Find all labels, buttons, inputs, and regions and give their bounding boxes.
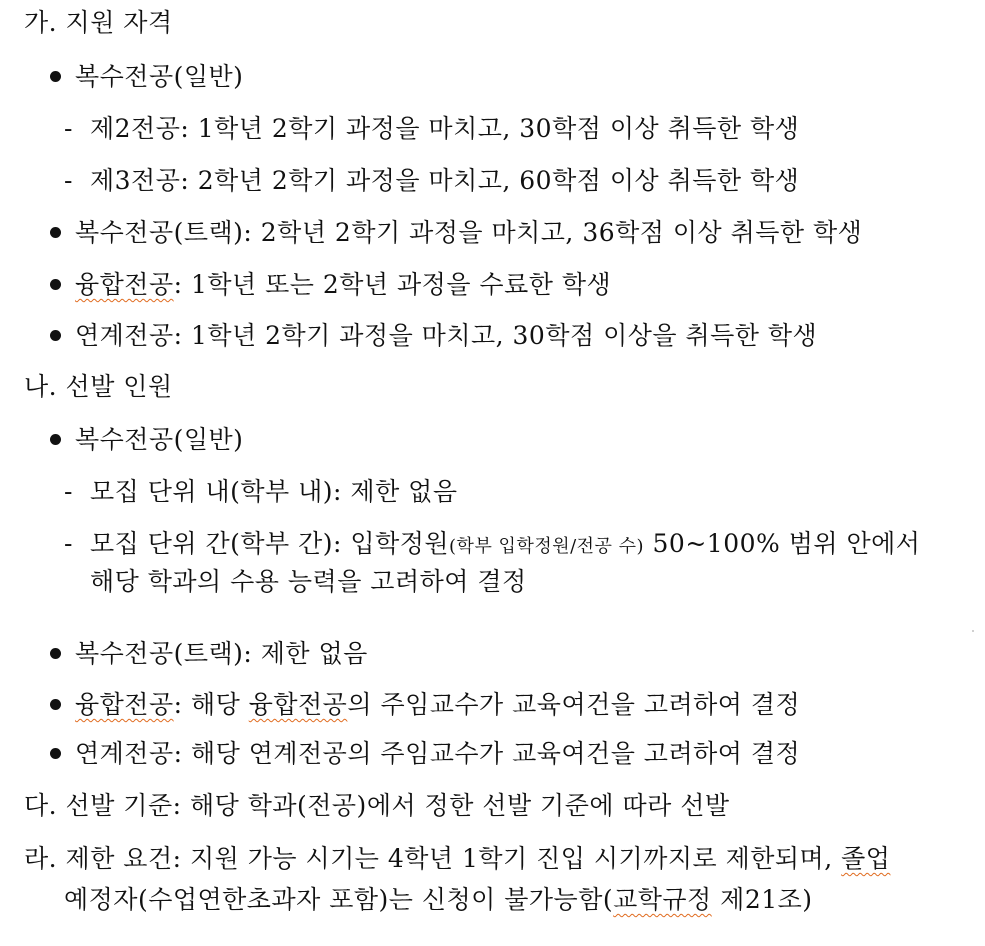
bullet-icon: [50, 279, 61, 290]
bullet-text: 복수전공(트랙): 2학년 2학기 과정을 마치고, 36학점 이상 취득한 학생: [75, 218, 863, 247]
section-text: 라. 제한 요건: 지원 가능 시기는 4학년 1학기 진입 시기까지로 제한되며,: [24, 844, 842, 873]
spellcheck-term: 융합전공: [248, 690, 348, 719]
spellcheck-term: 교학규정: [613, 885, 712, 914]
dash-text: 제3전공: 2학년 2학기 과정을 마치고, 60학점 이상 취득한 학생: [90, 166, 800, 195]
bullet-item: [50, 737, 800, 771]
dash-icon: -: [64, 529, 73, 558]
bullet-text: : 1학년 또는 2학년 과정을 수료한 학생: [173, 270, 612, 299]
section-heading-na: [24, 370, 173, 404]
bullet-icon: [50, 434, 61, 445]
dash-item: [64, 164, 799, 198]
dash-text: 해당 학과의 수용 능력을 고려하여 결정: [90, 567, 527, 596]
bullet-item: [50, 60, 243, 94]
bullet-text: : 해당: [173, 690, 249, 719]
bullet-icon: [50, 699, 61, 710]
section-heading-ga: [24, 6, 173, 40]
spellcheck-term: 융합전공: [75, 690, 174, 719]
bullet-text: 연계전공: 1학년 2학기 과정을 마치고, 30학점 이상을 취득한 학생: [75, 321, 818, 350]
bullet-item: [50, 688, 800, 722]
section-heading-text: 나. 선발 인원: [24, 372, 173, 401]
dash-item-continuation: [90, 565, 527, 599]
bullet-text: 복수전공(일반): [75, 62, 244, 91]
bullet-item: [50, 637, 368, 671]
dash-text: 제2전공: 1학년 2학기 과정을 마치고, 30학점 이상 취득한 학생: [90, 114, 800, 143]
dash-icon: -: [64, 477, 73, 506]
spellcheck-term: 졸업: [841, 844, 891, 873]
bullet-icon: [50, 748, 61, 759]
section-text: 제21조): [711, 885, 813, 914]
section-heading-text: 가. 지원 자격: [24, 8, 173, 37]
bullet-icon: [50, 330, 61, 341]
dash-text: 모집 단위 내(학부 내): 제한 없음: [90, 477, 458, 506]
spellcheck-term: 융합전공: [75, 270, 174, 299]
bullet-item: [50, 216, 862, 250]
bullet-icon: [50, 227, 61, 238]
section-heading-ra: [24, 842, 890, 876]
bullet-text: 복수전공(일반): [75, 425, 244, 454]
section-continuation: [64, 883, 813, 917]
section-heading-da: [24, 789, 730, 823]
bullet-item: [50, 319, 817, 353]
dash-item: [64, 475, 457, 509]
bullet-icon: [50, 648, 61, 659]
dash-text: 모집 단위 간(학부 간): 입학정원: [90, 529, 450, 558]
bullet-text: 의 주임교수가 교육여건을 고려하여 결정: [347, 690, 801, 719]
bullet-item: [50, 423, 243, 457]
bullet-icon: [50, 71, 61, 82]
dash-text-small: (학부 입학정원/전공 수): [449, 536, 645, 557]
section-text: 다. 선발 기준: 해당 학과(전공)에서 정한 선발 기준에 따라 선발: [24, 791, 730, 820]
bullet-text: 복수전공(트랙): 제한 없음: [75, 639, 368, 668]
bullet-item: [50, 268, 611, 302]
section-text: 예정자(수업연한초과자 포함)는 신청이 불가능함(: [64, 885, 614, 914]
dash-icon: -: [64, 114, 73, 143]
dash-item: [64, 112, 799, 146]
dash-item: [64, 527, 920, 564]
dash-icon: -: [64, 166, 73, 195]
dash-text: 50~100% 범위 안에서: [644, 529, 921, 558]
bullet-text: 연계전공: 해당 연계전공의 주임교수가 교육여건을 고려하여 결정: [75, 739, 801, 768]
scan-speck: [972, 630, 974, 632]
